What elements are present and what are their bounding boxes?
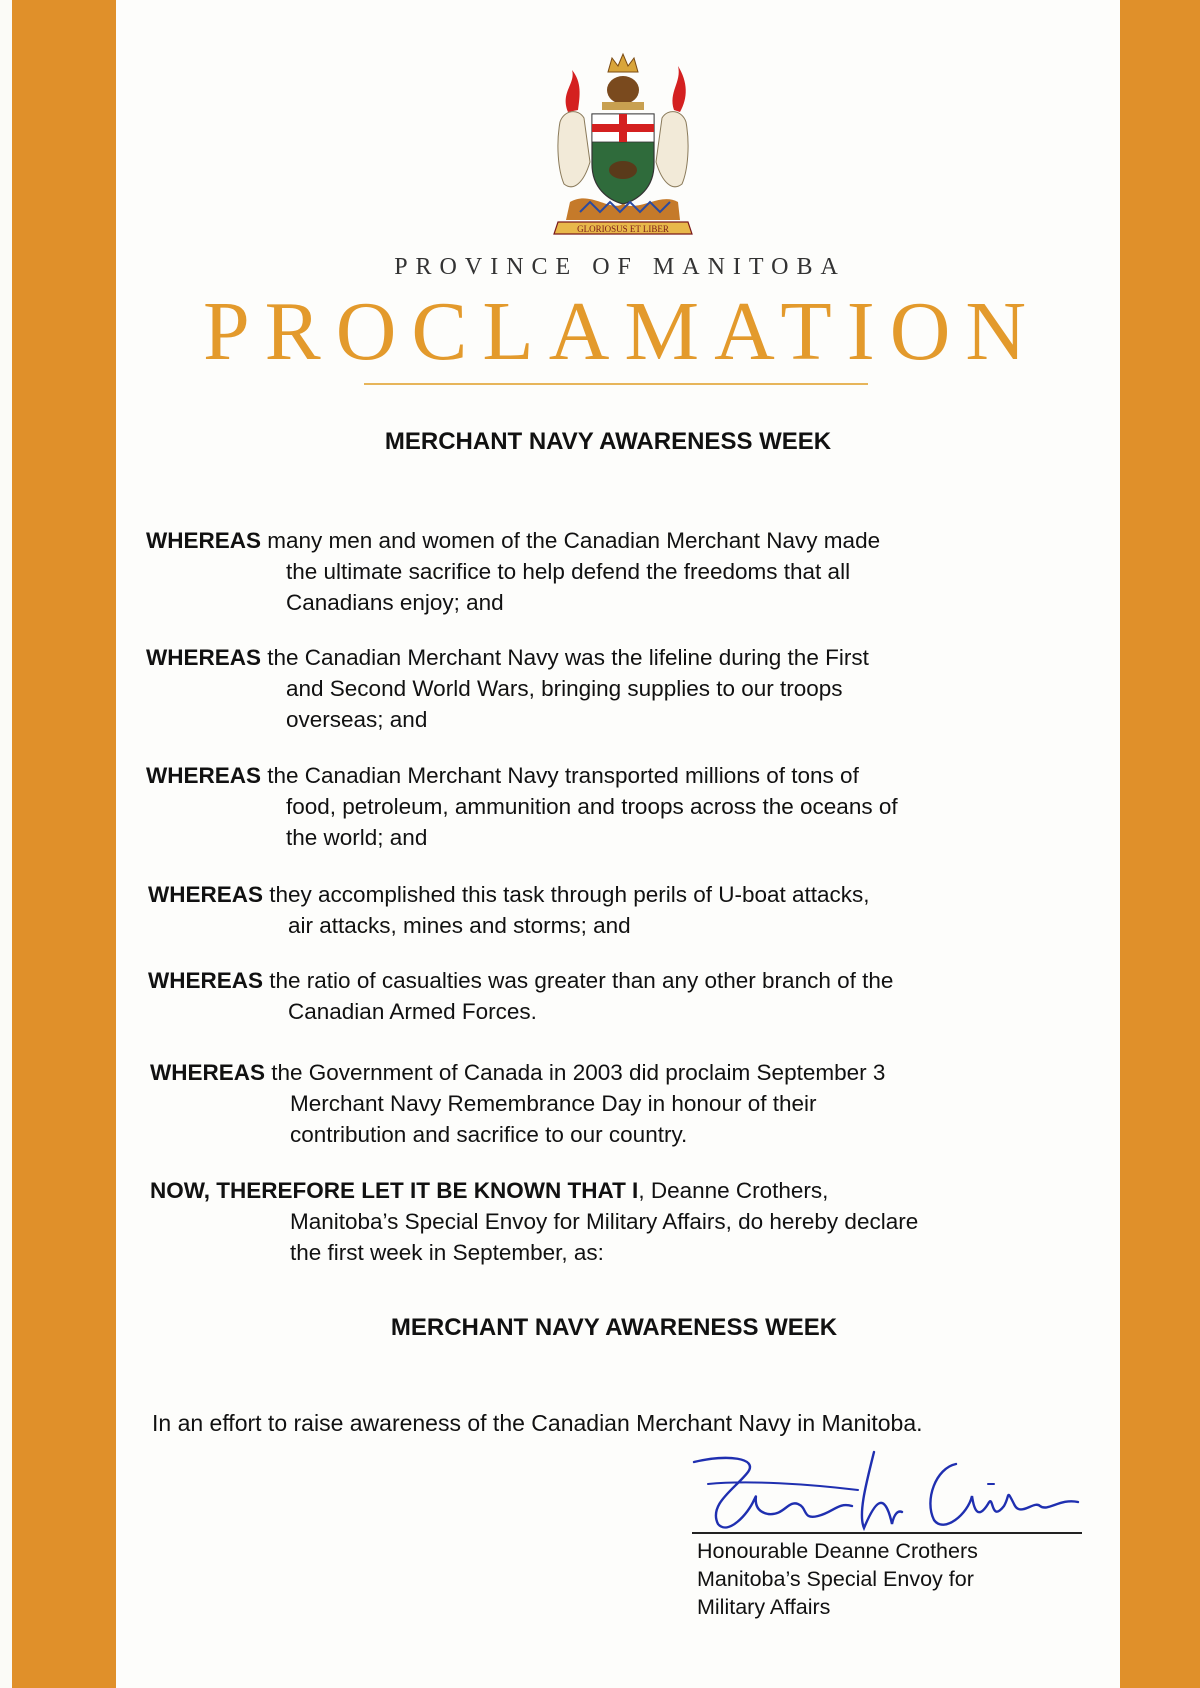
- declaration-clause: [150, 1175, 918, 1268]
- clause-line: the ultimate sacrifice to help defend the freedoms that all: [286, 559, 851, 584]
- heading-divider: [364, 383, 868, 385]
- closing-statement: In an effort to raise awareness of the Canadian Merchant Navy in Manitoba.: [152, 1410, 923, 1436]
- clause-lead: WHEREAS: [146, 528, 262, 553]
- clause-line: overseas; and: [286, 707, 428, 732]
- crest-motto: GLORIOSUS ET LIBER: [577, 224, 669, 234]
- proclamation-title: MERCHANT NAVY AWARENESS WEEK: [384, 428, 832, 455]
- whereas-clause: [146, 642, 869, 735]
- whereas-clause: [150, 1057, 885, 1150]
- clause-line: and Second World Wars, bringing supplies to our troops: [286, 676, 843, 701]
- province-heading: PROVINCE OF MANITOBA: [394, 254, 846, 280]
- clause-first-line: the Canadian Merchant Navy was the lifeline during the First: [261, 645, 869, 670]
- declaration-line: Manitoba’s Special Envoy for Military Affairs, do hereby declare: [290, 1209, 919, 1234]
- whereas-clause: [148, 965, 893, 1027]
- clause-lead: WHEREAS: [148, 882, 264, 907]
- declared-title: MERCHANT NAVY AWARENESS WEEK: [390, 1314, 838, 1341]
- signature-line: [692, 1532, 1082, 1534]
- clause-line: the world; and: [286, 825, 428, 850]
- handwritten-signature-icon: [688, 1444, 1088, 1540]
- signatory-name: Honourable Deanne Crothers: [697, 1539, 978, 1563]
- signatory-title-line: Manitoba’s Special Envoy for: [697, 1567, 974, 1591]
- clause-line: food, petroleum, ammunition and troops across the oceans of: [286, 794, 898, 819]
- clause-line: contribution and sacrifice to our country.: [290, 1122, 688, 1147]
- clause-line: Merchant Navy Remembrance Day in honour of their: [290, 1091, 817, 1116]
- declaration-line: the first week in September, as:: [290, 1240, 604, 1265]
- signatory-block: [697, 1537, 978, 1621]
- whereas-clause: [146, 760, 898, 853]
- proclamation-heading: PROCLAMATION: [202, 285, 1042, 378]
- clause-lead: WHEREAS: [148, 968, 264, 993]
- declaration-lead: NOW, THEREFORE LET IT BE KNOWN THAT I: [150, 1178, 639, 1203]
- clause-lead: WHEREAS: [146, 763, 262, 788]
- whereas-clause: [148, 879, 870, 941]
- clause-line: Canadian Armed Forces.: [288, 999, 537, 1024]
- clause-first-line: the Canadian Merchant Navy transported millions of tons of: [261, 763, 859, 788]
- clause-lead: WHEREAS: [150, 1060, 266, 1085]
- whereas-clause: [146, 525, 880, 618]
- clause-first-line: the ratio of casualties was greater than any other branch of the: [263, 968, 894, 993]
- clause-line: Canadians enjoy; and: [286, 590, 504, 615]
- clause-line: air attacks, mines and storms; and: [288, 913, 631, 938]
- clause-lead: WHEREAS: [146, 645, 262, 670]
- clause-first-line: they accomplished this task through perils of U-boat attacks,: [263, 882, 870, 907]
- clause-first-line: many men and women of the Canadian Merchant Navy made: [261, 528, 881, 553]
- declaration-first-line: , Deanne Crothers,: [638, 1178, 829, 1203]
- signatory-title-line: Military Affairs: [697, 1595, 831, 1619]
- manitoba-coat-of-arms-icon: [550, 52, 696, 238]
- clause-first-line: the Government of Canada in 2003 did proclaim September 3: [265, 1060, 886, 1085]
